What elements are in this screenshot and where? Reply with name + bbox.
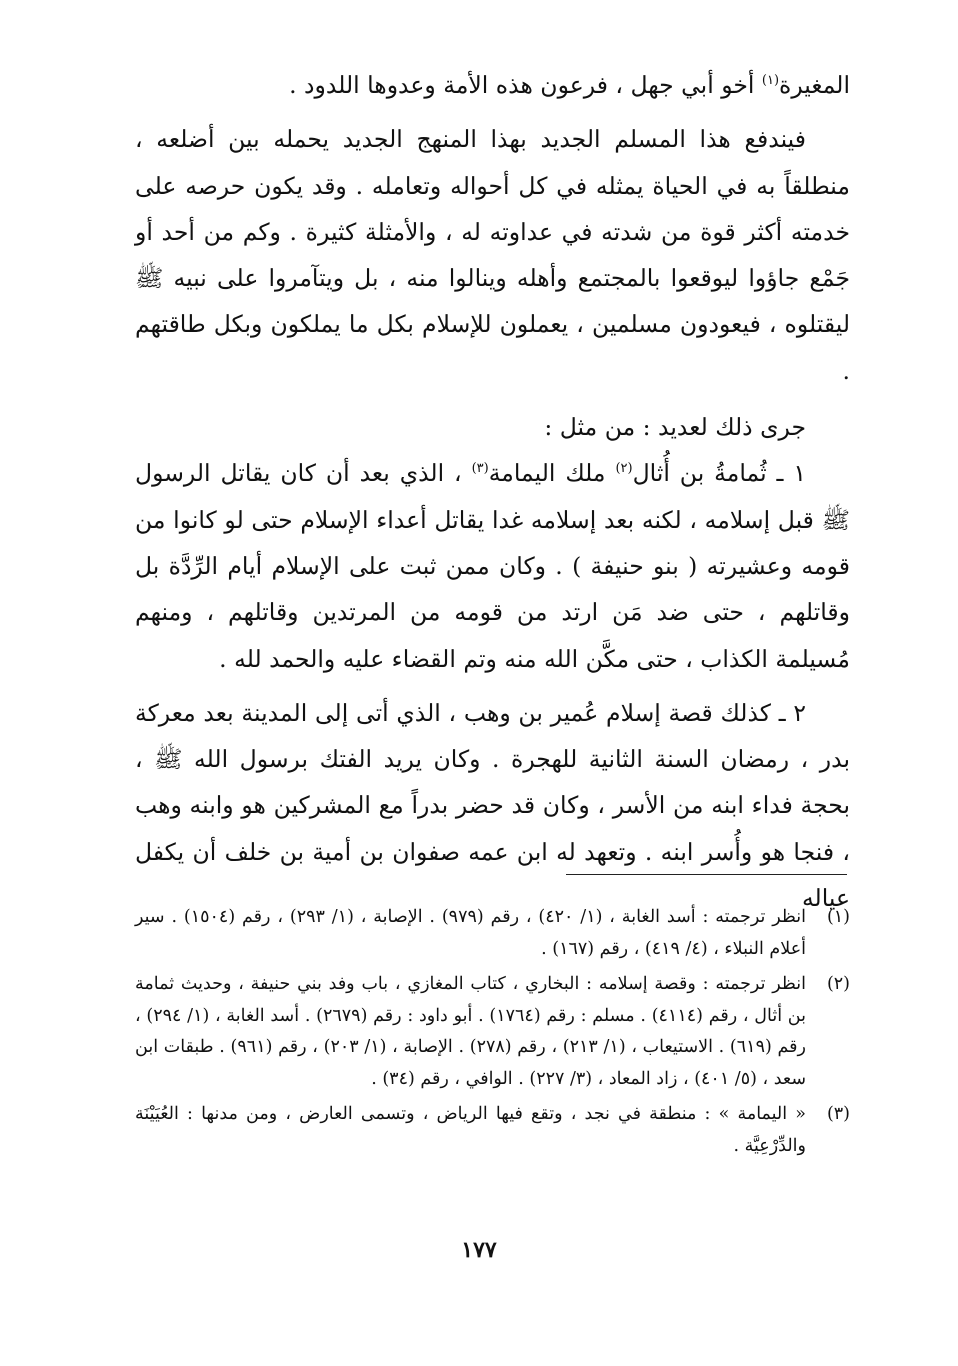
- paragraph-4-middle: ملك اليمامة: [488, 459, 616, 488]
- paragraph-1-continuation: أخو أبي جهل ، فرعون هذه الأمة وعدوها اللدود .: [289, 71, 762, 99]
- footnote-text: انظر ترجمته : وقصة إسلامه : البخاري ، كتاب المغازي ، باب وفد بني حنيفة ، وحديث ثمامة بن أثال ، رقم (٤١١٤) . مسلم : رقم (١٧٦٤) . أبو داود : رقم (٢٦٧٩) . أسد الغابة ، (١/ ٢٩٤) ، رقم (٦١٩) . الاستيعاب ، (١/ ٢١٣) ، رقم (٢٧٨) . الإصابة ، (١/ ٢٠٣) ، رقم (٩٦١) . طبقات ابن سعد ، (٥/ ٤٠١) ، زاد المعاد ، (٣/ ٢٢٧) . الوافي ، رقم (٣٤) .: [135, 974, 806, 1089]
- paragraph-4: [135, 450, 850, 681]
- footnote-separator: [566, 874, 847, 875]
- footnote-ref-3[interactable]: (٣): [471, 461, 489, 477]
- footnotes: [135, 902, 850, 1166]
- footnote-2: [135, 969, 850, 1095]
- footnote-number: (٢): [826, 974, 850, 994]
- page-number: ١٧٧: [461, 1237, 497, 1263]
- footnote-number: (١): [826, 907, 850, 927]
- footnote-ref-2[interactable]: (٢): [615, 461, 633, 477]
- paragraph-4-start: ١ ـ ثُمامةُ بن أُثال: [632, 459, 806, 488]
- main-text: [135, 62, 850, 921]
- footnote-ref-1[interactable]: (١): [761, 73, 780, 89]
- paragraph-5: ٢ ـ كذلك قصة إسلام عُمير بن وهب ، الذي أتى إلى المدينة بعد معركة بدر ، رمضان السنة الثانية للهجرة . وكان يريد الفتك برسول الله ﷺ ، بحجة فداء ابنه من الأسر ، وكان قد حضر بدراً مع المشركين هو وابنه وهب ، فنجا هو وأُسر ابنه . وتعهد له ابن عمه صفوان بن أمية بن خلف أن يكفل عياله: [135, 698, 850, 913]
- footnote-number: (٣): [826, 1104, 850, 1124]
- footnote-1: [135, 902, 850, 965]
- paragraph-2: فيندفع هذا المسلم الجديد بهذا المنهج الجديد يحمله بين أضلعه ، منطلقاً به في الحياة يمثله في كل أحواله وتعامله . وقد يكون حرصه على خدمته أكثر قوة من شدته في عداوته له ، والأمثلة كثيرة . وكم من أحد أو جَمْع جاؤوا ليوقعوا بالمجتمع وأهله وينالوا منه ، بل ويتآمروا على نبيه ﷺ ليقتلوه ، فيعودون مسلمين ، يعملون للإسلام بكل ما يملكون وبكل طاقتهم .: [135, 125, 850, 385]
- footnote-3: [135, 1099, 850, 1162]
- paragraph-3: جرى ذلك لعديد : من مثل :: [544, 413, 806, 442]
- paragraph-1-text: المغيرة: [779, 71, 850, 99]
- paragraph-4-end: ، الذي بعد أن كان يقاتل الرسول ﷺ قبل إسلامه ، لكنه بعد إسلامه غدا يقاتل أعداء الإسلام حتى لو كانوا من قومه وعشيرته ( بنو حنيفة ) . وكان ممن ثبت على الإسلام أيام الرِّدَّة بل وقاتلهم ، حتى ضد مَن ارتد من قومه من المرتدين وقاتلهم ، ومنهم مُسيلمة الكذاب ، حتى مكَّن الله منه وتم القضاء عليه والحمد لله .: [135, 459, 850, 673]
- footnote-text: انظر ترجمته : أسد الغابة ، (١/ ٤٢٠) ، رقم (٩٧٩) . الإصابة ، (١/ ٢٩٣) ، رقم (١٥٠٤) . سير أعلام النبلاء ، (٤/ ٤١٩) ، رقم (١٦٧) .: [135, 907, 806, 959]
- footnote-text: « اليمامة » : منطقة في نجد ، وتقع فيها الرياض ، وتسمى العارض ، ومن مدنها : العُيَيْنَة والدِّرْعِيَّة .: [135, 1104, 806, 1156]
- paragraph-1: [135, 62, 850, 108]
